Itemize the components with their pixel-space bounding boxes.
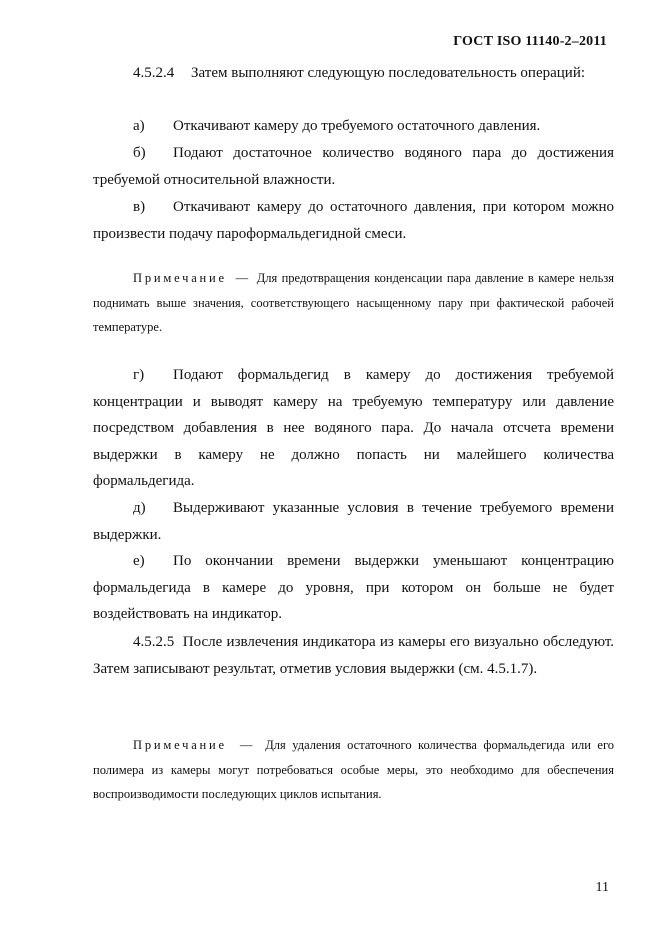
list-item-e: [93, 548, 614, 628]
note-dash: —: [239, 738, 253, 752]
list-text: Подают формальдегид в камеру до достижения требуемой концентрации и выводят камеру на требуемую температуру или давление посредством добавления в нее водяного пара. До начала отсчета времени выдержки в камеру не должно попасть ни малейшего количества формальдегида.: [93, 367, 614, 490]
note-2: [93, 733, 614, 807]
list-label: в): [133, 199, 146, 215]
list-label: е): [133, 553, 145, 569]
note-label: Примечание: [133, 271, 227, 285]
paragraph-4-5-2-4: [93, 60, 614, 87]
page-number: 11: [595, 880, 609, 895]
list-item-b: [93, 140, 614, 193]
note-text: Для предотвращения конденсации пара давление в камере нельзя поднимать выше значения, соответствующего насыщенному пару при фактической рабочей температуре.: [93, 271, 615, 334]
clause-text: Затем выполняют следующую последовательность операций:: [191, 65, 586, 81]
list-text: Выдерживают указанные условия в течение требуемого времени выдержки.: [93, 500, 614, 543]
list-text: Подают достаточное количество водяного пара до достижения требуемой относительной влажности.: [93, 145, 614, 188]
note-text: Для удаления остаточного количества формальдегида или его полимера из камеры могут потребоваться особые меры, это необходимо для обеспечения воспроизводимости последующих циклов испытания.: [93, 738, 615, 801]
standard-header: ГОСТ ISO 11140-2–2011: [453, 34, 607, 49]
list-label: б): [133, 145, 146, 161]
list-item-v: [93, 194, 614, 247]
list-label: г): [133, 367, 145, 383]
note-label: Примечание: [133, 738, 227, 752]
list-item-a: [93, 113, 614, 140]
list-text: Откачивают камеру до остаточного давления, при котором можно произвести подачу пароформальдегидной смеси.: [93, 199, 614, 242]
note-dash: —: [235, 271, 249, 285]
list-item-g: [93, 362, 614, 495]
clause-text: После извлечения индикатора из камеры его визуально обследуют. Затем записывают результат, отметив условия выдержки (см. 4.5.1.7).: [93, 634, 614, 677]
list-text: По окончании времени выдержки уменьшают концентрацию формальдегида в камере до уровня, при котором он больше не будет воздействовать на индикатор.: [93, 553, 614, 623]
list-text: Откачивают камеру до требуемого остаточного давления.: [173, 118, 541, 134]
list-item-d: [93, 495, 614, 548]
note-1: [93, 266, 614, 340]
list-label: а): [133, 118, 145, 134]
clause-number: 4.5.2.5: [133, 634, 175, 650]
clause-number: 4.5.2.4: [133, 65, 175, 81]
list-label: д): [133, 500, 146, 516]
paragraph-4-5-2-5: [93, 629, 614, 682]
